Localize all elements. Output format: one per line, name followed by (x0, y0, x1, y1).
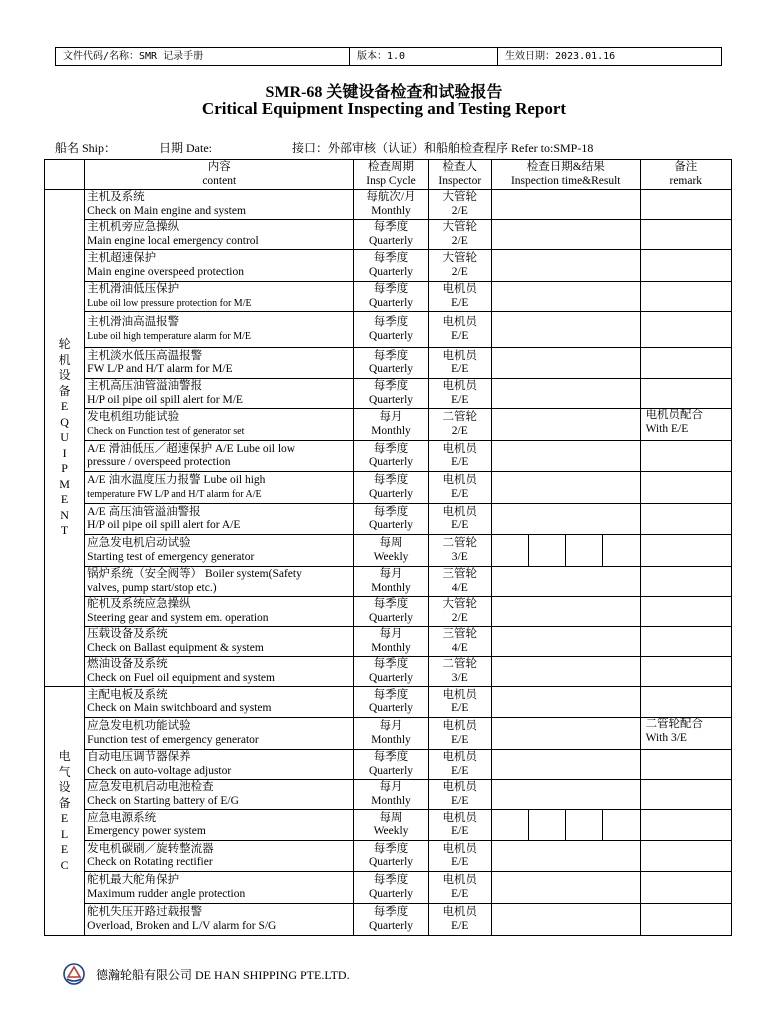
item-remark (640, 250, 731, 282)
item-cn: 应急电源系统 (87, 811, 157, 824)
title-cn: SMR-68 关键设备检查和试验报告 (265, 84, 503, 101)
item-cycle: 每季度 Quarterly (354, 750, 428, 780)
category-label: 电 气 设 备 E L E C (45, 687, 85, 936)
item-en: Starting test of emergency generator (87, 550, 255, 563)
item-content (85, 282, 354, 312)
item-remark (640, 190, 731, 220)
item-cn: 应急发电机启动电池检查 (87, 781, 214, 793)
inspection-result-field[interactable] (491, 810, 640, 841)
footer (62, 960, 350, 988)
table-row (45, 567, 732, 597)
inspection-table (44, 159, 732, 936)
item-en: Check on auto-voltage adjustor (87, 764, 232, 777)
title-en: Critical Equipment Inspecting and Testing Report (201, 99, 567, 118)
table-row (45, 282, 732, 312)
result-sub-cell[interactable] (492, 535, 529, 566)
item-cycle: 每季度 Quarterly (354, 504, 428, 535)
item-en: Overload, Broken and L/V alarm for S/G (87, 919, 277, 932)
table-row (45, 597, 732, 627)
item-en: Lube oil low pressure protection for M/E (87, 297, 252, 309)
item-inspector: 大管轮 2/E (428, 250, 491, 282)
table-row (45, 904, 732, 936)
table-row (45, 348, 732, 379)
item-remark (640, 472, 731, 504)
category-label: 轮 机 设 备 E Q U I P M E N T (45, 190, 85, 687)
inspection-result-field[interactable] (491, 348, 640, 379)
item-remark (640, 535, 731, 567)
item-inspector: 二管轮 3/E (428, 657, 491, 687)
item-inspector: 电机员 E/E (428, 379, 491, 409)
item-remark (640, 282, 731, 312)
table-row (45, 190, 732, 220)
item-cycle: 每季度 Quarterly (354, 472, 428, 504)
item-cn: 主机超速保护 (87, 252, 157, 264)
item-remark (640, 312, 731, 348)
item-cn: A/E 滑油低压／超速保护 A/E Lube oil low (87, 442, 296, 455)
inspection-result-field[interactable] (491, 718, 640, 750)
item-en: Check on Fuel oil equipment and system (87, 671, 275, 684)
item-cn: A/E 油水温度压力报警 Lube oil high (87, 474, 266, 486)
table-row (45, 841, 732, 872)
item-inspector: 大管轮 2/E (428, 220, 491, 250)
item-cn: 主机机旁应急操纵 (87, 221, 180, 233)
item-cn: 发电机组功能试验 (87, 411, 180, 423)
item-en: Check on Starting battery of E/G (87, 794, 239, 807)
item-cn: 主机淡水低压高温报警 (87, 349, 203, 362)
item-en: Function test of emergency generator (87, 733, 259, 746)
item-cycle: 每季度 Quarterly (354, 597, 428, 627)
inspection-result-field[interactable] (491, 535, 640, 567)
ship-label: 船名 Ship： (55, 141, 117, 155)
doc-code: 文件代码/名称：SMR 记录手册 (56, 48, 350, 65)
item-remark (640, 687, 731, 718)
inspection-result-field[interactable] (491, 687, 640, 718)
item-content (85, 567, 354, 597)
item-cycle: 每月 Monthly (354, 780, 428, 810)
item-en: Lube oil high temperature alarm for M/E (87, 330, 252, 342)
item-en: Main engine overspeed protection (87, 265, 244, 278)
result-sub-cell[interactable] (603, 810, 639, 840)
item-inspector: 二管轮 3/E (428, 535, 491, 567)
header-result: 检查日期&结果 Inspection time&Result (491, 160, 640, 190)
inspection-result-field[interactable] (491, 597, 640, 627)
inspection-result-field[interactable] (491, 780, 640, 810)
item-content (85, 597, 354, 627)
item-cycle: 每月 Monthly (354, 567, 428, 597)
item-inspector: 电机员 E/E (428, 718, 491, 750)
item-inspector: 三管轮 4/E (428, 627, 491, 657)
item-inspector: 电机员 E/E (428, 750, 491, 780)
header-cycle: 检查周期 Insp Cycle (354, 160, 428, 190)
item-cn: 主配电板及系统 (87, 688, 168, 701)
item-inspector: 电机员 E/E (428, 810, 491, 841)
item-remark (640, 780, 731, 810)
item-cn: 应急发电机启动试验 (87, 537, 191, 549)
item-remark (640, 750, 731, 780)
table-row (45, 872, 732, 904)
table-row (45, 780, 732, 810)
item-content (85, 409, 354, 441)
item-cycle: 每季度 Quarterly (354, 220, 428, 250)
effective-date: 生效日期：2023.01.16 (505, 51, 616, 62)
item-remark: 电机员配合 With E/E (640, 409, 731, 441)
item-inspector: 电机员 E/E (428, 872, 491, 904)
item-cn: 主机及系统 (87, 191, 145, 203)
item-cn: 主机滑油低压保护 (87, 283, 180, 295)
item-cn: 压载设备及系统 (87, 628, 168, 640)
item-content (85, 441, 354, 472)
item-cn: 舵机及系统应急操纵 (87, 598, 191, 610)
item-cn: A/E 高压油管溢油警报 (87, 505, 201, 518)
item-remark (640, 904, 731, 936)
item-remark: 二管轮配合 With 3/E (640, 718, 731, 750)
table-row (45, 250, 732, 282)
item-content (85, 872, 354, 904)
item-content (85, 810, 354, 841)
item-en: Main engine local emergency control (87, 234, 259, 247)
table-row (45, 810, 732, 841)
item-content (85, 627, 354, 657)
result-sub-cell[interactable] (529, 535, 566, 566)
table-row (45, 472, 732, 504)
item-cycle: 每季度 Quarterly (354, 687, 428, 718)
table-row (45, 312, 732, 348)
inspection-result-field[interactable] (491, 190, 640, 220)
inspection-result-field[interactable] (491, 409, 640, 441)
item-cycle: 每航次/月 Monthly (354, 190, 428, 220)
item-inspector: 电机员 E/E (428, 904, 491, 936)
item-inspector: 大管轮 2/E (428, 190, 491, 220)
inspection-result-field[interactable] (491, 312, 640, 348)
table-header-row (45, 160, 732, 190)
item-cycle: 每月 Monthly (354, 718, 428, 750)
item-cycle: 每季度 Quarterly (354, 872, 428, 904)
item-content (85, 718, 354, 750)
version: 版本：1.0 (350, 48, 498, 65)
inspection-result-field[interactable] (491, 627, 640, 657)
table-row (45, 657, 732, 687)
item-cycle: 每月 Monthly (354, 627, 428, 657)
item-en: Check on Rotating rectifier (87, 856, 213, 868)
item-cycle: 每季度 Quarterly (354, 657, 428, 687)
item-remark (640, 597, 731, 627)
inspection-result-field[interactable] (491, 504, 640, 535)
item-en: Check on Ballast equipment & system (87, 641, 264, 654)
item-remark (640, 220, 731, 250)
item-en: Maximum rudder angle protection (87, 887, 246, 900)
table-row (45, 220, 732, 250)
item-cycle: 每季度 Quarterly (354, 250, 428, 282)
item-cn: 燃油设备及系统 (87, 658, 168, 670)
item-inspector: 电机员 E/E (428, 841, 491, 872)
item-content (85, 657, 354, 687)
item-cycle: 每周 Weekly (354, 810, 428, 841)
inspection-result-field[interactable] (491, 904, 640, 936)
inspection-result-field[interactable] (491, 379, 640, 409)
item-cycle: 每季度 Quarterly (354, 348, 428, 379)
item-remark (640, 841, 731, 872)
item-content (85, 220, 354, 250)
item-cycle: 每季度 Quarterly (354, 904, 428, 936)
item-inspector: 电机员 E/E (428, 504, 491, 535)
item-inspector: 电机员 E/E (428, 687, 491, 718)
item-en: Emergency power system (87, 825, 206, 837)
inspection-result-field[interactable] (491, 250, 640, 282)
inspection-result-field[interactable] (491, 657, 640, 687)
item-cycle: 每季度 Quarterly (354, 441, 428, 472)
inspection-result-field[interactable] (491, 750, 640, 780)
item-content (85, 250, 354, 282)
item-remark (640, 348, 731, 379)
result-sub-cell[interactable] (603, 535, 639, 566)
item-content (85, 379, 354, 409)
item-inspector: 大管轮 2/E (428, 597, 491, 627)
inspection-result-field[interactable] (491, 441, 640, 472)
item-en: FW L/P and H/T alarm for M/E (87, 363, 233, 375)
item-inspector: 电机员 E/E (428, 441, 491, 472)
table-row (45, 441, 732, 472)
item-cn: 锅炉系统（安全阀等） Boiler system(Safety (87, 568, 302, 580)
item-en: pressure / overspeed protection (87, 456, 231, 468)
interface-label: 接口：外部审核（认证）和船舶检查程序 Refer to:SMP-18 (292, 141, 594, 155)
item-remark (640, 504, 731, 535)
item-cycle: 每季度 Quarterly (354, 841, 428, 872)
meta-line (55, 139, 735, 155)
result-sub-cell[interactable] (529, 810, 566, 840)
item-cn: 主机高压油管溢油警报 (87, 380, 203, 392)
item-cn: 主机滑油高温报警 (87, 316, 180, 328)
header-blank (45, 160, 85, 190)
item-content (85, 472, 354, 504)
company-name: 德瀚轮船有限公司 DE HAN SHIPPING PTE.LTD. (96, 967, 350, 982)
table-row (45, 504, 732, 535)
table-row (45, 535, 732, 567)
item-inspector: 电机员 E/E (428, 282, 491, 312)
table-row (45, 687, 732, 718)
item-remark (640, 441, 731, 472)
item-inspector: 二管轮 2/E (428, 409, 491, 441)
item-content (85, 348, 354, 379)
item-cn: 舵机最大舵角保护 (87, 874, 180, 886)
item-cycle: 每季度 Quarterly (354, 379, 428, 409)
item-content (85, 750, 354, 780)
item-en: valves, pump start/stop etc.) (87, 581, 217, 594)
item-content (85, 535, 354, 567)
item-cycle: 每月 Monthly (354, 409, 428, 441)
item-cn: 应急发电机功能试验 (87, 720, 191, 732)
item-cn: 发电机碳刷／旋转整流器 (87, 842, 214, 855)
item-inspector: 电机员 E/E (428, 472, 491, 504)
table-row (45, 409, 732, 441)
item-remark (640, 810, 731, 841)
result-sub-cell[interactable] (566, 810, 603, 840)
document-header (55, 47, 722, 66)
item-cn: 自动电压调节器保养 (87, 751, 191, 763)
item-en: H/P oil pipe oil spill alert for M/E (87, 393, 243, 406)
company-logo-icon (62, 962, 86, 986)
table-row (45, 750, 732, 780)
result-sub-cell[interactable] (566, 535, 603, 566)
item-en: Check on Main switchboard and system (87, 702, 272, 714)
item-content (85, 841, 354, 872)
header-content: 内容 content (85, 160, 354, 190)
inspection-result-field[interactable] (491, 220, 640, 250)
date-label: 日期 Date: (159, 141, 212, 155)
item-remark (640, 379, 731, 409)
item-content (85, 190, 354, 220)
item-content (85, 780, 354, 810)
inspection-result-field[interactable] (491, 567, 640, 597)
table-row (45, 718, 732, 750)
item-en: Check on Main engine and system (87, 204, 246, 217)
item-cn: 舵机失压开路过载报警 (87, 906, 203, 918)
inspection-result-field[interactable] (491, 282, 640, 312)
result-sub-cell[interactable] (492, 810, 529, 840)
item-content (85, 312, 354, 348)
table-row (45, 627, 732, 657)
header-inspector: 检查人 Inspector (428, 160, 491, 190)
header-remark: 备注 remark (640, 160, 731, 190)
inspection-result-field[interactable] (491, 841, 640, 872)
item-cycle: 每季度 Quarterly (354, 312, 428, 348)
item-inspector: 电机员 E/E (428, 312, 491, 348)
item-remark (640, 872, 731, 904)
item-inspector: 三管轮 4/E (428, 567, 491, 597)
inspection-result-field[interactable] (491, 872, 640, 904)
item-en: Steering gear and system em. operation (87, 611, 269, 624)
item-en: Check on Function test of generator set (87, 425, 245, 437)
item-en: H/P oil pipe oil spill alert for A/E (87, 519, 241, 531)
item-remark (640, 567, 731, 597)
item-content (85, 504, 354, 535)
item-cycle: 每季度 Quarterly (354, 282, 428, 312)
item-content (85, 687, 354, 718)
table-row (45, 379, 732, 409)
item-content (85, 904, 354, 936)
item-remark (640, 657, 731, 687)
inspection-result-field[interactable] (491, 472, 640, 504)
item-cycle: 每周 Weekly (354, 535, 428, 567)
item-inspector: 电机员 E/E (428, 780, 491, 810)
item-en: temperature FW L/P and H/T alarm for A/E (87, 488, 262, 500)
item-inspector: 电机员 E/E (428, 348, 491, 379)
item-remark (640, 627, 731, 657)
